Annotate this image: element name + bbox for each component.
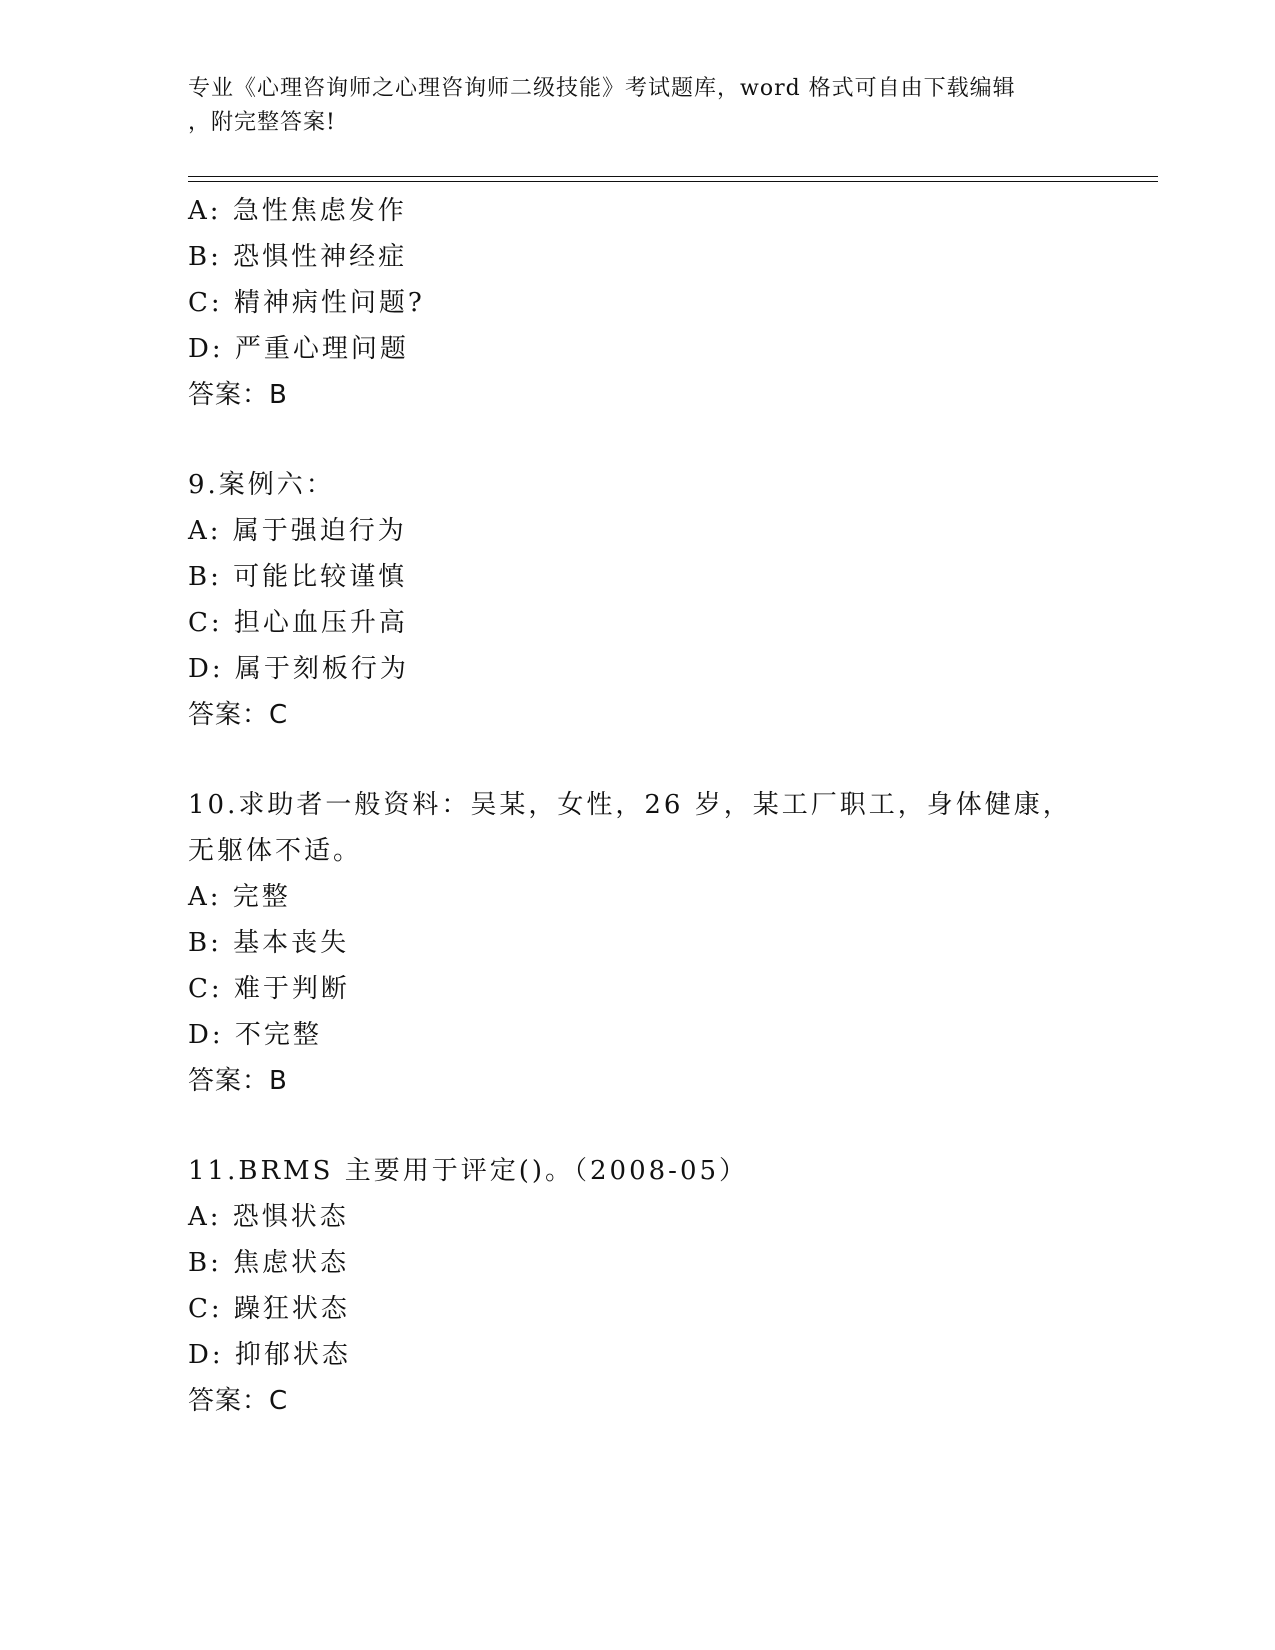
question-stem: 9.案例六：	[188, 470, 335, 500]
answer-line: 答案：C	[188, 700, 289, 730]
document-header	[188, 72, 1088, 140]
option-d: D: 抑郁状态	[188, 1340, 351, 1370]
header-divider-bottom	[188, 181, 1158, 182]
answer-line: 答案：C	[188, 1386, 289, 1416]
question-block	[188, 1148, 1148, 1424]
option-a: A: 急性焦虑发作	[188, 196, 407, 226]
header-line-1: 专业《心理咨询师之心理咨询师二级技能》考试题库，word 格式可自由下载编辑	[188, 76, 1016, 101]
option-d: D: 不完整	[188, 1020, 322, 1050]
question-block	[188, 188, 1148, 418]
option-c: C: 躁狂状态	[188, 1294, 350, 1324]
question-list	[188, 188, 1148, 1424]
question-block	[188, 782, 1148, 1104]
header-line-2: ，附完整答案!	[188, 110, 336, 135]
answer-line: 答案：B	[188, 380, 288, 410]
answer-line: 答案：B	[188, 1066, 288, 1096]
option-a: A: 属于强迫行为	[188, 516, 407, 546]
option-c: C: 精神病性问题?	[188, 288, 425, 318]
option-b: B: 焦虑状态	[188, 1248, 350, 1278]
question-block	[188, 462, 1148, 738]
option-b: B: 基本丧失	[188, 928, 350, 958]
option-d: D: 严重心理问题	[188, 334, 409, 364]
header-divider-top	[188, 176, 1158, 177]
option-b: B: 恐惧性神经症	[188, 242, 408, 272]
question-stem: 11.BRMS 主要用于评定()。（2008-05）	[188, 1156, 749, 1186]
option-c: C: 担心血压升高	[188, 608, 408, 638]
option-c: C: 难于判断	[188, 974, 350, 1004]
option-d: D: 属于刻板行为	[188, 654, 409, 684]
option-b: B: 可能比较谨慎	[188, 562, 408, 592]
question-stem: 10.求助者一般资料：吴某，女性，26 岁，某工厂职工，身体健康，无躯体不适。	[188, 790, 1072, 866]
option-a: A: 恐惧状态	[188, 1202, 349, 1232]
option-a: A: 完整	[188, 882, 291, 912]
